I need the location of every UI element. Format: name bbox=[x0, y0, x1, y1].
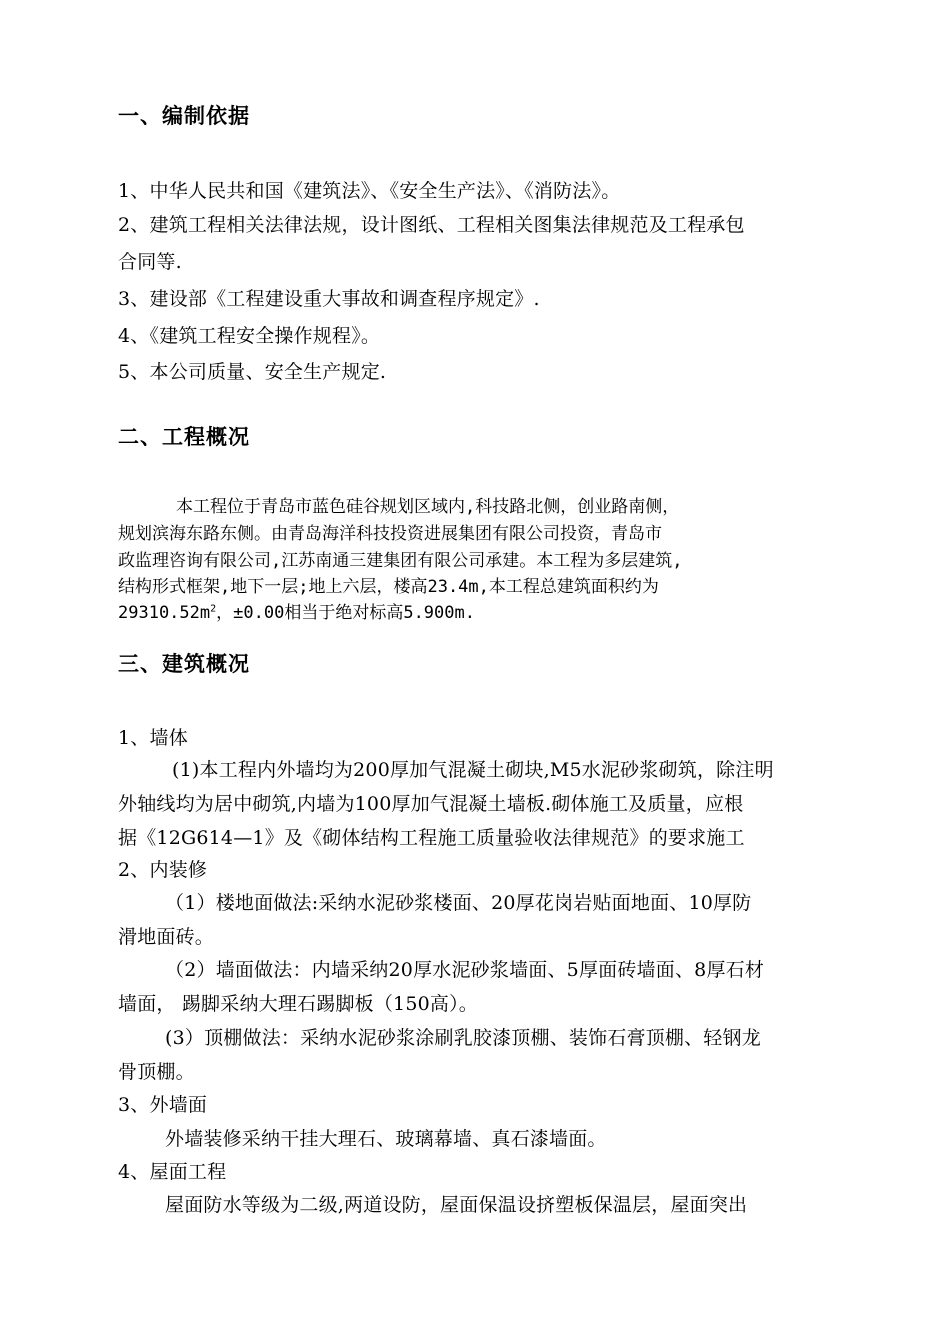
building-exterior-title: 3、外墙面 bbox=[118, 1094, 208, 1116]
building-floor-line-1: （1）楼地面做法:采纳水泥砂浆楼面、20厚花岗岩贴面地面、10厚防 bbox=[165, 892, 752, 914]
building-roof-line-1: 屋面防水等级为二级,两道设防，屋面保温设挤塑板保温层，屋面突出 bbox=[165, 1194, 748, 1216]
overview-line-2: 规划滨海东路东侧。由青岛海洋科技投资进展集团有限公司投资，青岛市 bbox=[118, 524, 662, 544]
building-wall-line-1: (1)本工程内外墙均为200厚加气混凝土砌块,M5水泥砂浆砌筑，除注明 bbox=[172, 759, 774, 781]
building-wallface-line-1: （2）墙面做法：内墙采纳20厚水泥砂浆墙面、5厚面砖墙面、8厚石材 bbox=[165, 959, 765, 981]
building-wall-line-3: 据《12G614—1》及《砌体结构工程施工质量验收法律规范》的要求施工 bbox=[118, 827, 745, 849]
building-wall-title: 1、墙体 bbox=[118, 727, 188, 749]
area-unit-superscript: 2 bbox=[210, 603, 217, 615]
overview-line-4: 结构形式框架,地下一层;地上六层，楼高23.4m,本工程总建筑面积约为 bbox=[118, 577, 659, 597]
overview-line-5 bbox=[118, 598, 475, 623]
building-ceiling-line-2: 骨顶棚。 bbox=[118, 1061, 195, 1083]
section-heading-overview: 二、工程概况 bbox=[118, 425, 250, 449]
basis-item-4: 4、《建筑工程安全操作规程》。 bbox=[118, 325, 381, 347]
building-ceiling-line-1: (3）顶棚做法：采纳水泥砂浆涂刷乳胶漆顶棚、装饰石膏顶棚、轻钢龙 bbox=[165, 1027, 761, 1049]
building-floor-line-2: 滑地面砖。 bbox=[118, 926, 215, 948]
elevation-text: ，±0.00相当于绝对标高5.900m. bbox=[216, 603, 475, 623]
area-value: 29310.52m bbox=[118, 603, 211, 623]
section-heading-building: 三、建筑概况 bbox=[118, 652, 250, 676]
building-wall-line-2: 外轴线均为居中砌筑,内墙为100厚加气混凝土墙板.砌体施工及质量，应根 bbox=[118, 793, 744, 815]
building-wallface-line-2: 墙面， 踢脚采纳大理石踢脚板（150高）。 bbox=[118, 993, 479, 1015]
section-heading-basis: 一、编制依据 bbox=[118, 104, 250, 128]
overview-line-3: 政监理咨询有限公司,江苏南通三建集团有限公司承建。本工程为多层建筑, bbox=[118, 551, 683, 571]
building-interior-title: 2、内装修 bbox=[118, 859, 208, 881]
basis-item-3: 3、建设部《工程建设重大事故和调查程序规定》. bbox=[118, 288, 540, 310]
building-exterior-line: 外墙装修采纳干挂大理石、玻璃幕墙、真石漆墙面。 bbox=[165, 1128, 607, 1150]
building-roof-title: 4、屋面工程 bbox=[118, 1161, 227, 1183]
basis-item-5: 5、本公司质量、安全生产规定. bbox=[118, 361, 387, 383]
basis-item-1: 1、中华人民共和国《建筑法》、《安全生产法》、《消防法》。 bbox=[118, 180, 621, 202]
overview-line-1: 本工程位于青岛市蓝色硅谷规划区域内,科技路北侧，创业路南侧， bbox=[176, 497, 680, 517]
basis-item-2: 2、建筑工程相关法律法规，设计图纸、工程相关图集法律规范及工程承包 bbox=[118, 214, 745, 236]
basis-item-2-cont: 合同等. bbox=[118, 251, 182, 273]
